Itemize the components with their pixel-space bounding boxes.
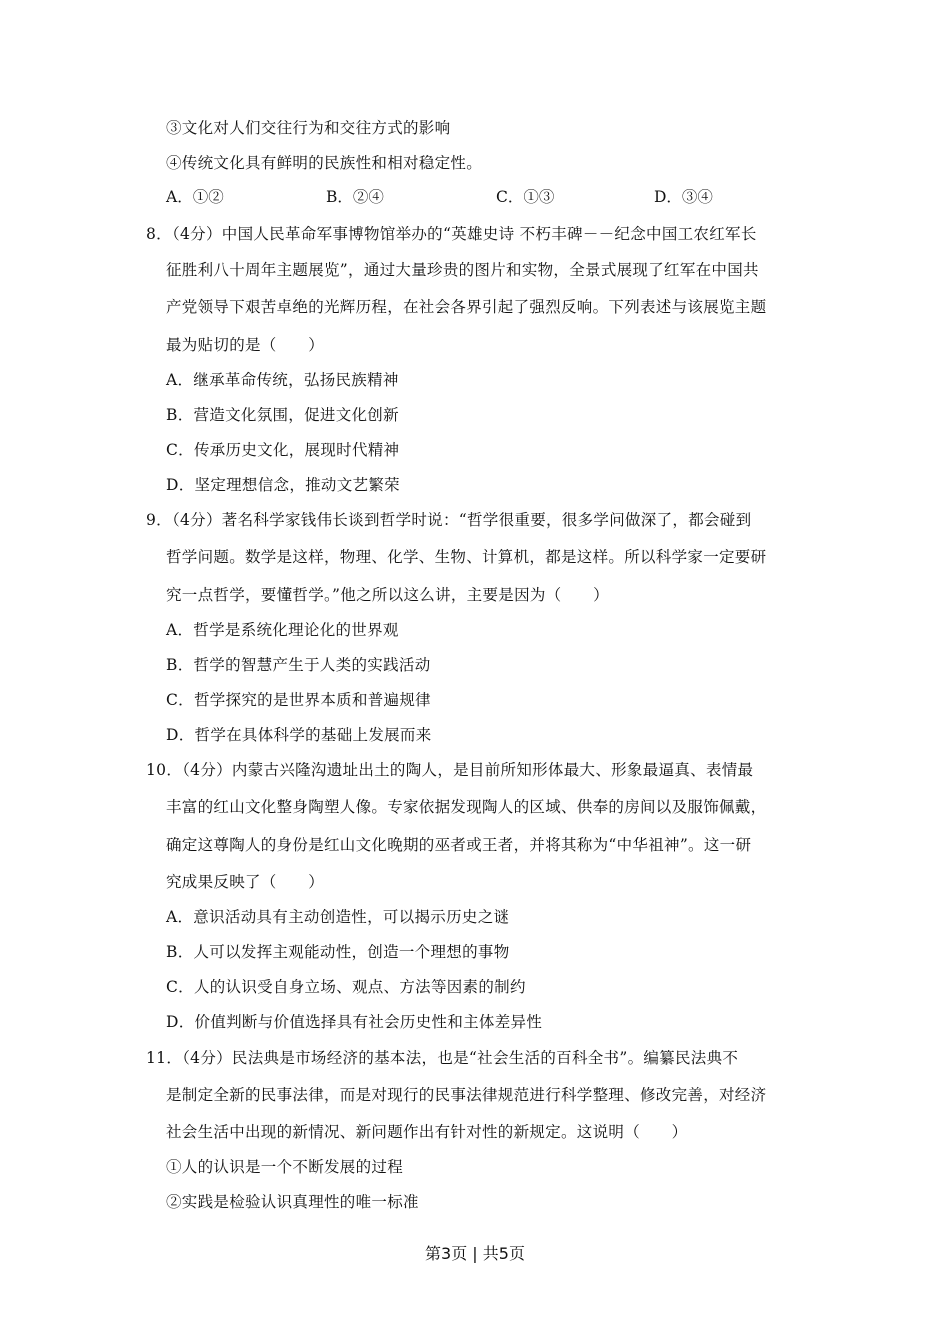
q9-stem-line-1: 9．（4分）著名科学家钱伟长谈到哲学时说：“哲学很重要，很多学问做深了，都会碰到 [146, 511, 752, 529]
q8-option-b: B．营造文化氛围，促进文化创新 [166, 406, 399, 424]
q7-option-d: D．③④ [654, 188, 713, 206]
q11-stem-line-3: 社会生活中出现的新情况、新问题作出有针对性的新规定。这说明（ ） [166, 1123, 688, 1141]
page-footer: 第3页 | 共5页 [425, 1244, 525, 1263]
q7-option-a: A．①② [166, 188, 224, 206]
q9-option-d: D．哲学在具体科学的基础上发展而来 [166, 726, 432, 744]
q8-option-c: C．传承历史文化，展现时代精神 [166, 441, 400, 459]
q7-item-3: ③文化对人们交往行为和交往方式的影响 [166, 119, 451, 137]
q11-item-2: ②实践是检验认识真理性的唯一标准 [166, 1193, 419, 1211]
q8-option-a: A．继承革命传统，弘扬民族精神 [166, 371, 399, 389]
q7-options [166, 186, 766, 210]
q11-stem-line-1: 11．（4分）民法典是市场经济的基本法，也是“社会生活的百科全书”。编纂民法典不 [146, 1049, 739, 1067]
q9-option-a: A．哲学是系统化理论化的世界观 [166, 621, 399, 639]
q9-stem-line-3: 究一点哲学，要懂哲学。”他之所以这么讲，主要是因为（ ） [166, 586, 609, 604]
q10-option-d: D．价值判断与价值选择具有社会历史性和主体差异性 [166, 1013, 543, 1031]
q11-item-1: ①人的认识是一个不断发展的过程 [166, 1158, 404, 1176]
q8-stem-line-3: 产党领导下艰苦卓绝的光辉历程，在社会各界引起了强烈反响。下列表述与该展览主题 [166, 298, 767, 316]
q10-option-a: A．意识活动具有主动创造性，可以揭示历史之谜 [166, 908, 510, 926]
q8-stem-line-1: 8．（4分）中国人民革命军事博物馆举办的“英雄史诗 不朽丰碑－－纪念中国工农红军长 [146, 225, 757, 243]
q8-stem-line-4: 最为贴切的是（ ） [166, 336, 325, 354]
q9-stem-line-2: 哲学问题。数学是这样，物理、化学、生物、计算机，都是这样。所以科学家一定要研 [166, 548, 767, 566]
q11-stem-line-2: 是制定全新的民事法律，而是对现行的民事法律规范进行科学整理、修改完善，对经济 [166, 1086, 767, 1104]
q9-option-c: C．哲学探究的是世界本质和普遍规律 [166, 691, 431, 709]
q7-option-b: B．②④ [326, 188, 384, 206]
q10-stem-line-3: 确定这尊陶人的身份是红山文化晚期的巫者或王者，并将其称为“中华祖神”。这一研 [166, 836, 752, 854]
q10-stem-line-1: 10．（4分）内蒙古兴隆沟遗址出土的陶人，是目前所知形体最大、形象最逼真、表情最 [146, 761, 754, 779]
q7-item-4: ④传统文化具有鲜明的民族性和相对稳定性。 [166, 154, 483, 172]
q8-stem-line-2: 征胜利八十周年主题展览”，通过大量珍贵的图片和实物，全景式展现了红军在中国共 [166, 261, 759, 279]
q10-option-b: B．人可以发挥主观能动性，创造一个理想的事物 [166, 943, 510, 961]
q10-stem-line-4: 究成果反映了（ ） [166, 873, 325, 891]
q8-option-d: D．坚定理想信念，推动文艺繁荣 [166, 476, 400, 494]
q7-option-c: C．①③ [496, 188, 555, 206]
q9-option-b: B．哲学的智慧产生于人类的实践活动 [166, 656, 431, 674]
q10-stem-line-2: 丰富的红山文化整身陶塑人像。专家依据发现陶人的区域、供奉的房间以及服饰佩戴， [166, 798, 767, 816]
q10-option-c: C．人的认识受自身立场、观点、方法等因素的制约 [166, 978, 526, 996]
